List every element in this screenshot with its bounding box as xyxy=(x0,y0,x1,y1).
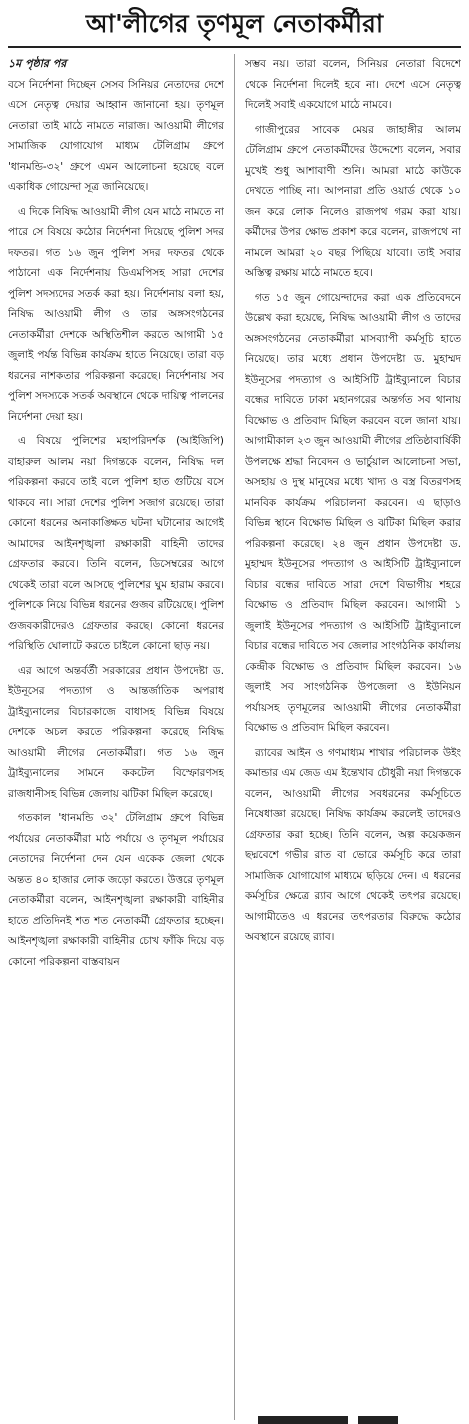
paragraph: বসে নির্দেশনা দিচ্ছেন সেসব সিনিয়র নেতাদের দেশে এসে নেতৃত্ব দেয়ার আহ্বান জানানো হয়। তৃণমূল নেতারা তাই মাঠে নামতে নারাজ। আওয়ামী লীগের সামাজিক যোগাযোগ মাধ্যম টেলিগ্রাম গ্রুপে 'ধানমন্ডি-৩২' গ্রুপে এমন আলোচনা হয়েছে বলে একাধিক গোয়েন্দা সূত্র জানিয়েছে। xyxy=(8,78,224,193)
paragraph: গত ১৫ জুন গোয়েন্দাদের করা এক প্রতিবেদনে উল্লেখ করা হয়েছে, নিষিদ্ধ আওয়ামী লীগ ও তাদের অঙ্গসংগঠনের নেতাকর্মীরা মাসব্যাপী কর্মসূচি হাতে নিয়েছে। তার মধ্যে প্রধান উপদেষ্টা ড. মুহাম্মদ ইউনূসের পদত্যাগ ও আইসিটি ট্রাইব্যুনালে বিচার বন্ধের দাবিতে ঢাকা মহানগরের অন্তর্গত সব থানায় বিক্ষোভ ও প্রতিবাদ মিছিল করবেন বলে জানা যায়। আগামীকাল ২৩ জুন আওয়ামী লীগের প্রতিষ্ঠাবার্ষিকী উপলক্ষে শ্রদ্ধা নিবেদন ও ভার্চুয়াল আলোচনা সভা, অসহায় ও দুস্থ মানুষের মধ্যে খাদ্য ও বস্ত্র বিতরণসহ মানবিক কার্যক্রম পরিচালনা করবেন। এ ছাড়াও বিভিন্ন স্থানে বিক্ষোভ মিছিল ও ঝটিকা মিছিল করার পরিকল্পনা করেছে। ২৪ জুন প্রধান উপদেষ্টা ড. মুহাম্মদ ইউনূসের পদত্যাগ ও আইসিটি ট্রাইব্যুনালে বিচার বন্ধের দাবিতে সারা দেশে বিভাগীয় শহরে বিক্ষোভ ও প্রতিবাদ মিছিল করবেন। আগামী ১ জুলাই ইউনূসের পদত্যাগ ও আইসিটি ট্রাইব্যুনালে বিচার বন্ধের দাবিতে সব জেলার সাংগঠনিক কার্যালয় কেন্দ্রীক বিক্ষোভ ও প্রতিবাদ মিছিল করবেন। ১৬ জুলাই সব সাংগঠনিক উপজেলা ও ইউনিয়ন পর্যায়সহ তৃণমূলের আওয়ামী লীগের নেতাকর্মীরা বিক্ষোভ ও প্রতিবাদ মিছিল করবেন। xyxy=(245,291,461,734)
paragraph: এ বিষয়ে পুলিশের মহাপরিদর্শক (আইজিপি) বাহারুল আলম নয়া দিগন্তকে বলেন, নিষিদ্ধ দল পরিকল্পনা করবে তাই বলে পুলিশ হাত গুটিয়ে বসে থাকবে না। সারা দেশের পুলিশ সজাগ রয়েছে। তারা কোনো ধরনের অনাকাঙ্ক্ষিত ঘটনা ঘটানোর আগেই আমাদের আইনশৃঙ্খলা রক্ষাকারী বাহিনী তাদের গ্রেফতার করবে। তিনি বলেন, ডিসেম্বরের আগে থেকেই তারা বলে আসছে পুলিশের ঘুম হারাম করবে। পুলিশকে নিয়ে বিভিন্ন ধরনের গুজব রটিয়েছে। পুলিশ গুজবকারীদেরও গ্রেফতার করছে। কোনো ধরনের পরিস্থিতি ঘোলাটে করতে চাইলে কোনো ছাড় নয়। xyxy=(8,435,224,652)
paragraph: গাজীপুরের সাবেক মেয়র জাহাঙ্গীর আলম টেলিগ্রাম গ্রুপে নেতাকর্মীদের উদ্দেশ্যে বলেন, সবার মুখেই শুধু আশাবাণী শুনি। আমরা মাঠে কাউকে দেখতে পাচ্ছি না। আপনারা প্রতি ওয়ার্ড থেকে ১০ জন করে লোক নিলেও রাজপথ গরম করা যায়। কর্মীদের উপর ক্ষোভ প্রকাশ করে বলেন, রাজপথে না নামলে আমরা ২০ বছর পিছিয়ে যাবো। তাই সবার অস্তিত্ব রক্ষায় মাঠে নামতে হবে। xyxy=(245,123,461,279)
left-column xyxy=(8,54,224,1420)
continued-from-label: ১ম পৃষ্ঠার পর xyxy=(8,57,67,70)
right-column xyxy=(245,54,461,1420)
paragraph: এ দিকে নিষিদ্ধ আওয়ামী লীগ যেন মাঠে নামতে না পারে সে বিষয়ে কঠোর নির্দেশনা দিয়েছে পুলিশ সদর দফতর। গত ১৬ জুন পুলিশ সদর দফতর থেকে পাঠানো এক নির্দেশনায় ডিএমপিসহ সারা দেশের পুলিশ সদস্যদের সতর্ক করা হয়। নির্দেশনায় বলা হয়, নিষিদ্ধ আওয়ামী লীগ ও তার অঙ্গসংগঠনের নেতাকর্মীরা দেশকে অস্থিতিশীল করতে আগামী ১৫ জুলাই পর্যন্ত বিভিন্ন কার্যক্রম হাতে নিয়েছে। তারা বড় ধরনের নাশকতার পরিকল্পনা করেছে। নির্দেশনায় সব পুলিশ সদস্যকে সতর্ক অবস্থানে থেকে দায়িত্ব পালনের নির্দেশনা দেয়া হয়। xyxy=(8,205,224,423)
paragraph: সম্ভব নয়। তারা বলেন, সিনিয়র নেতারা বিদেশে থেকে নির্দেশনা দিলেই হবে না। দেশে এসে নেতৃত্ব দিলেই সবাই একযোগে মাঠে নামবে। xyxy=(245,58,461,111)
paragraph: গতকাল 'ধানমন্ডি ৩২' টেলিগ্রাম গ্রুপে বিভিন্ন পর্যায়ের নেতাকর্মীরা মাঠ পর্যায়ে ও তৃণমূল পর্যায়ের নেতাদের নির্দেশনা দেন যেন একেক জেলা থেকে অন্তত ৪০ হাজার লোক জড়ো করতে। উত্তরে তৃণমূল নেতাকর্মীরা বলেন, আইনশৃঙ্খলা রক্ষাকারী বাহিনীর হাতে প্রতিদিনই শত শত নেতাকর্মী গ্রেফতার হচ্ছেন। আইনশৃঙ্খলা রক্ষাকারী বাহিনীর চোখ ফাঁকি দিয়ে বড় কোনো পরিকল্পনা বাস্তবায়ন xyxy=(8,812,224,968)
cut-off-headline-fragment xyxy=(8,1410,461,1424)
headline: আ'লীগের তৃণমূল নেতাকর্মীরা xyxy=(85,9,384,38)
column-divider xyxy=(234,54,235,1420)
headline-divider xyxy=(8,46,461,48)
paragraph: এর আগে অন্তর্বর্তী সরকারের প্রধান উপদেষ্টা ড. ইউনূসের পদত্যাগ ও আন্তর্জাতিক অপরাধ ট্রাইব্যুনালের বিচারকাজে বাধাসহ বিভিন্ন বিষয়ে দেশকে অচল করতে পরিকল্পনা করেছে নিষিদ্ধ আওয়ামী লীগের নেতাকর্মীরা। গত ১৬ জুন ট্রাইব্যুনালের সামনে ককটেল বিস্ফোরণসহ রাজধানীসহ বিভিন্ন জেলায় ঝটিকা মিছিল করেছে। xyxy=(8,664,224,800)
paragraph: র‍্যাবের আইন ও গণমাধ্যম শাখার পরিচালক উইং কমান্ডার এম জেড এম ইন্তেখাব চৌধুরী নয়া দিগন্তকে বলেন, আওয়ামী লীগের সবধরনের কর্মসূচিতে নিষেধাজ্ঞা রয়েছে। নিষিদ্ধ কার্যক্রম করলেই তাদেরও গ্রেফতার করা হচ্ছে। তিনি বলেন, অল্প কয়েকজন ছদ্মবেশে গভীর রাত বা ভোরে কর্মসূচি করে তারা সামাজিক যোগাযোগ মাধ্যমে ছড়িয়ে দেন। এ ধরনের কর্মসূচির ক্ষেত্রে র‍্যাব আগে থেকেই তৎপর রয়েছে। আগামীতেও এ ধরনের তৎপরতার বিরুদ্ধে কঠোর অবস্থানে রয়েছে র‍্যাব। xyxy=(245,746,461,943)
article-body xyxy=(8,54,461,1420)
